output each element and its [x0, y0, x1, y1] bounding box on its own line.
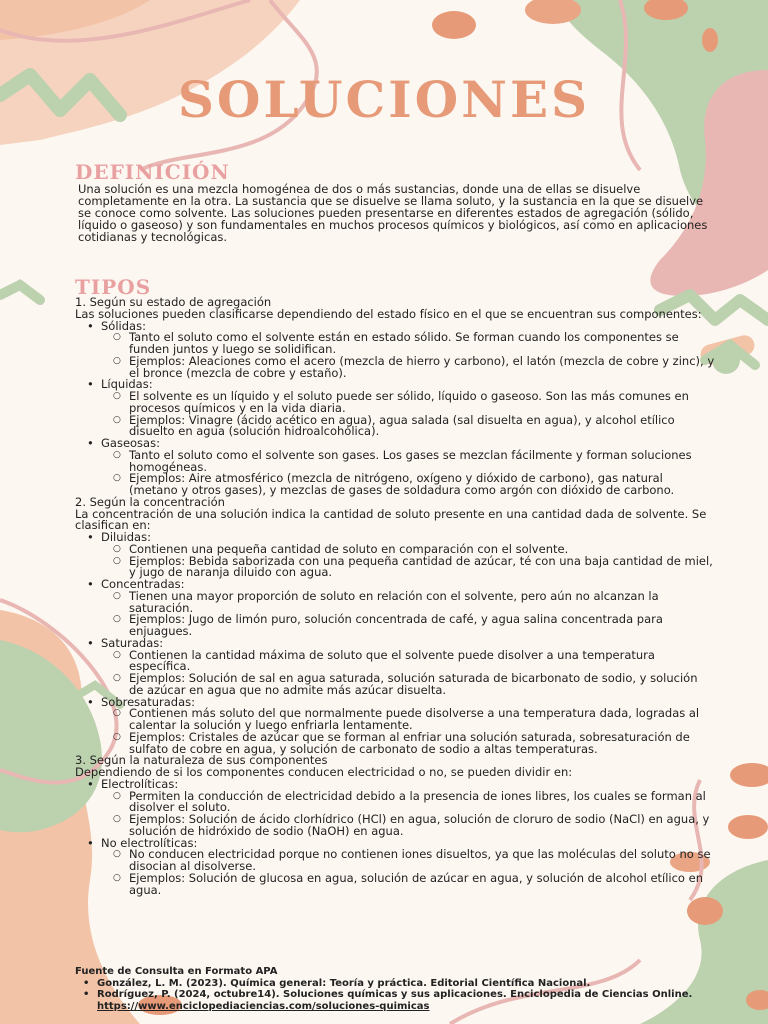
references-list — [75, 978, 695, 1013]
type-subitem: ○ Contienen la cantidad máxima de soluto que el solvente puede disolver a una temperatura específica. — [75, 650, 715, 674]
type-item: • No electrolíticas: — [75, 838, 715, 850]
type-subitem: ○ Tanto el soluto como el solvente están en estado sólido. Se forman cuando los componentes se funden juntos y luego se solidifican. — [75, 332, 715, 356]
types-body — [75, 297, 715, 896]
type-list — [75, 776, 715, 897]
types-heading: TIPOS — [75, 275, 152, 299]
type-subitem: ○ Ejemplos: Aleaciones como el acero (mezcla de hierro y carbono), el latón (mezcla de cobre y zinc), y el bronce (mezcla de cobre y estaño). — [75, 356, 715, 380]
page-title: SOLUCIONES — [177, 70, 591, 129]
definition-text: Una solución es una mezcla homogénea de dos o más sustancias, donde una de ellas se disuelve completamente en la otra. La sustancia que se disuelve se llama soluto, y la sustancia en la que se disuelve se conoce como solvente. Las soluciones pueden presentarse en diferentes estados de agregación (sólido, líquido o gaseoso) y son fundamentales en muchos procesos químicos y biológicos, así como en aplicaciones cotidianas y tecnológicas. — [78, 182, 708, 244]
type-subitem: ○ El solvente es un líquido y el soluto puede ser sólido, líquido o gaseoso. Son las más comunes en procesos químicos y en la vida diaria. — [75, 391, 715, 415]
section-intro: La concentración de una solución indica la cantidad de soluto presente en una cantidad dada de solvente. Se clasifican en: — [75, 506, 707, 533]
reference-text: Rodríguez, P. (2024, octubre14). Soluciones químicas y sus aplicaciones. Enciclopedia de Ciencias Online. — [97, 989, 693, 1000]
reference-text: González, L. M. (2023). Química general: Teoría y práctica. Editorial Científica Nacional. — [97, 977, 591, 989]
type-item: • Sobresaturadas: — [75, 697, 715, 709]
type-item: • Concentradas: — [75, 579, 715, 591]
references — [75, 966, 695, 1012]
section-title: 2. Según la concentración — [75, 494, 225, 509]
type-subitem: ○ Ejemplos: Aire atmosférico (mezcla de nitrógeno, oxígeno y dióxido de carbono), gas natural (metano y otros gases), y mezclas de gases de soldadura como argón con dióxido de carbono. — [75, 473, 715, 497]
section-intro: Dependiendo de si los componentes conducen electricidad o no, se pueden dividir en: — [75, 765, 573, 779]
type-subitem: ○ Ejemplos: Jugo de limón puro, solución concentrada de café, y agua salina concentrada para enjuagues. — [75, 614, 715, 638]
type-subitem: ○ Contienen una pequeña cantidad de soluto en comparación con el solvente. — [75, 544, 715, 556]
type-list — [75, 532, 715, 755]
definition-heading: DEFINICIÓN — [75, 160, 230, 184]
type-item: • Gaseosas: — [75, 438, 715, 450]
type-subitem: ○ Ejemplos: Solución de glucosa en agua, solución de azúcar en agua, y solución de alcohol etílico en agua. — [75, 873, 715, 897]
type-subitem: ○ Ejemplos: Solución de ácido clorhídrico (HCl) en agua, solución de cloruro de sodio (NaCl) en agua, y solución de hidróxido de sodio (NaOH) en agua. — [75, 814, 715, 838]
type-subitem: ○ Permiten la conducción de electricidad debido a la presencia de iones libres, los cuales se forman al disolver el soluto. — [75, 791, 715, 815]
section-intro: Las soluciones pueden clasificarse dependiendo del estado físico en el que se encuentran sus componentes: — [75, 306, 702, 321]
type-item: • Sólidas: — [75, 321, 715, 333]
reference-link[interactable]: https://www.enciclopediaciencias.com/soluciones-quimicas — [97, 1000, 430, 1012]
type-subitem: ○ Tanto el soluto como el solvente son gases. Los gases se mezclan fácilmente y forman soluciones homogéneas. — [75, 450, 715, 474]
type-list — [75, 318, 715, 497]
type-item: • Saturadas: — [75, 638, 715, 650]
section-title: 3. Según la naturaleza de sus componentes — [75, 753, 328, 768]
type-subitem: ○ Ejemplos: Cristales de azúcar que se forman al enfriar una solución saturada, sobresaturación de sulfato de cobre en agua, y solución de carbonato de sodio a altas temperaturas. — [75, 732, 715, 756]
type-item: • Diluidas: — [75, 532, 715, 544]
type-subitem: ○ Ejemplos: Solución de sal en agua saturada, solución saturada de bicarbonato de sodio, y solución de azúcar en agua que no admite más azúcar disuelta. — [75, 673, 715, 697]
type-subitem: ○ Contienen más soluto del que normalmente puede disolverse a una temperatura dada, logradas al calentar la solución y luego enfriarla lentamente. — [75, 708, 715, 732]
reference-item — [75, 978, 695, 990]
references-heading: Fuente de Consulta en Formato APA — [75, 966, 278, 977]
type-subitem: ○ No conducen electricidad porque no contienen iones disueltos, ya que las moléculas del soluto no se disocian al disolverse. — [75, 849, 715, 873]
type-subitem: ○ Ejemplos: Vinagre (ácido acético en agua), agua salada (sal disuelta en agua), y alcohol etílico disuelto en agua (solución hidroalcohólica). — [75, 415, 715, 439]
type-item: • Electrolíticas: — [75, 779, 715, 791]
section-title: 1. Según su estado de agregación — [75, 295, 272, 309]
reference-item — [75, 989, 695, 1012]
type-subitem: ○ Ejemplos: Bebida saborizada con una pequeña cantidad de azúcar, té con una baja cantidad de miel, y jugo de naranja diluido con agua. — [75, 556, 715, 580]
type-item: • Líquidas: — [75, 379, 715, 391]
type-subitem: ○ Tienen una mayor proporción de soluto en relación con el solvente, pero aún no alcanzan la saturación. — [75, 591, 715, 615]
